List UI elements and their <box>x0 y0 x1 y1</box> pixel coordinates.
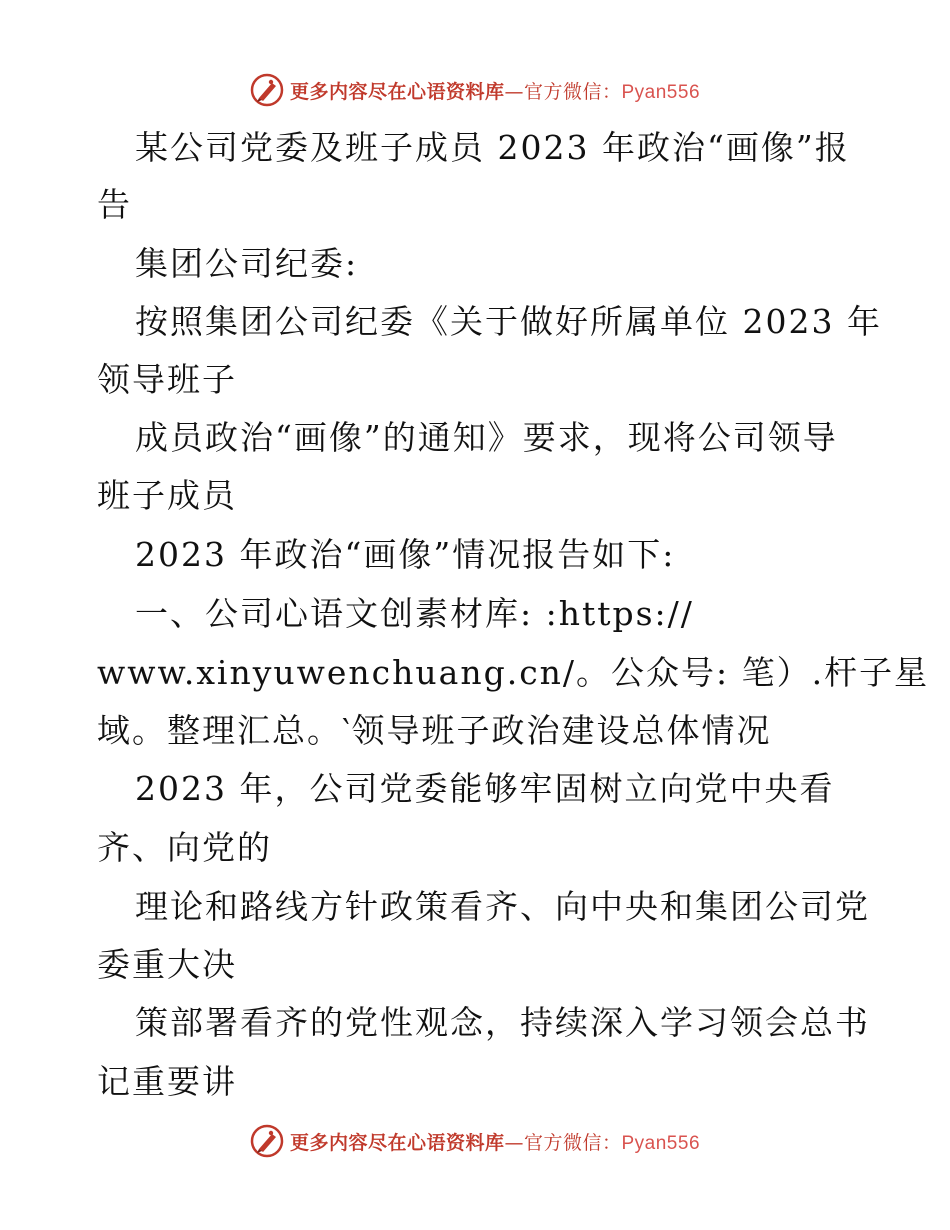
paragraph-line: 2023 年政治“画像”情况报告如下: <box>135 535 676 574</box>
banner-prefix: 更多内容尽在心语资料库 <box>289 1131 505 1154</box>
footer-banner <box>0 1121 950 1161</box>
banner-text <box>290 1128 700 1155</box>
banner-handle: Pyan556 <box>621 81 701 103</box>
section-heading-line: 一、公司心语文创素材库: :https:// <box>135 594 694 633</box>
header-banner <box>0 70 950 110</box>
paragraph-line: 成员政治“画像”的通知》要求，现将公司领导 <box>135 418 838 457</box>
banner-wechat-label: 官方微信： <box>523 1131 622 1154</box>
banner-wechat-label: 官方微信： <box>523 80 622 103</box>
paragraph-line: 领导班子 <box>97 360 237 399</box>
paragraph-line: 按照集团公司纪委《关于做好所属单位 2023 年 <box>135 302 882 341</box>
banner-prefix: 更多内容尽在心语资料库 <box>289 80 505 103</box>
salutation: 集团公司纪委: <box>135 244 359 283</box>
paragraph-line: 策部署看齐的党性观念，持续深入学习领会总书 <box>135 1003 870 1042</box>
pen-logo-icon <box>250 73 284 107</box>
doc-title-line-2: 告 <box>97 185 132 224</box>
paragraph-line: 理论和路线方针政策看齐、向中央和集团公司党 <box>135 887 870 926</box>
paragraph-line: 域。整理汇总。‵领导班子政治建设总体情况 <box>97 711 772 750</box>
paragraph-line: 齐、向党的 <box>97 828 272 867</box>
paragraph-line: www.xinyuwenchuang.cn/。公众号: 笔）.杆子星 <box>97 653 930 692</box>
banner-separator: — <box>504 1131 524 1154</box>
paragraph-line: 委重大决 <box>97 945 237 984</box>
banner-separator: — <box>504 80 524 103</box>
pen-logo-icon <box>250 1124 284 1158</box>
paragraph-line: 2023 年，公司党委能够牢固树立向党中央看 <box>135 769 835 808</box>
paragraph-line: 班子成员 <box>97 476 237 515</box>
doc-title-line-1: 某公司党委及班子成员 2023 年政治“画像”报 <box>135 128 850 167</box>
banner-text <box>290 77 700 104</box>
banner-handle: Pyan556 <box>621 1132 701 1154</box>
paragraph-line: 记重要讲 <box>97 1062 237 1101</box>
